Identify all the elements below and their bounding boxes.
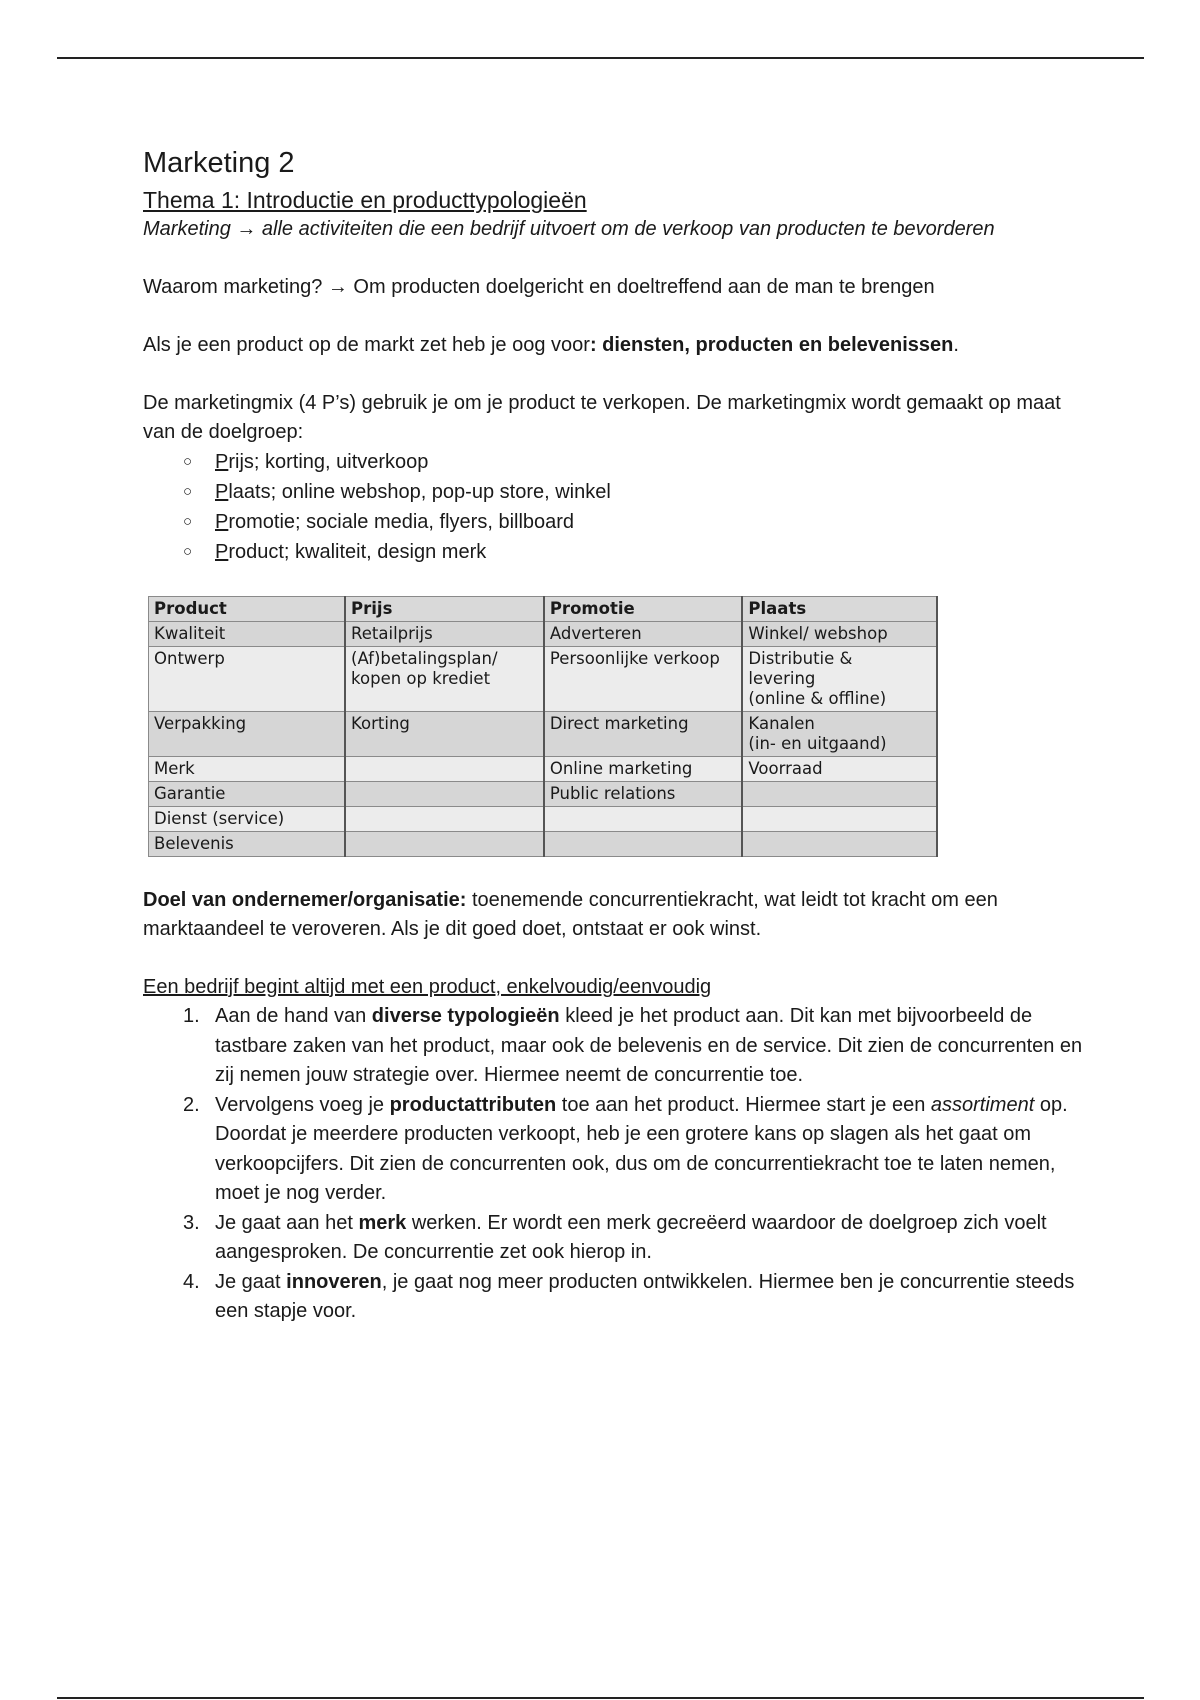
- table-cell: [544, 807, 743, 832]
- column-header: Plaats: [742, 597, 937, 622]
- column-header: Prijs: [345, 597, 544, 622]
- table-cell: Verpakking: [149, 712, 346, 757]
- header-rule: [57, 57, 1144, 59]
- list-item: ○ Promotie; sociale media, flyers, billboard: [183, 507, 1083, 537]
- table-cell: Public relations: [544, 782, 743, 807]
- column-header: Product: [149, 597, 346, 622]
- list-item: 1. Aan de hand van diverse typologieën kleed je het product aan. Dit kan met bijvoorbeeld de tastbare zaken van het product, maar ook de belevenis en de service. Dit zien de concurrenten en zij nemen jouw strategie over. Hiermee neemt de concurrentie toe.: [183, 1005, 1083, 1086]
- table-cell: [742, 832, 937, 857]
- table-cell: [345, 782, 544, 807]
- doel-paragraph: Doel van ondernemer/organisatie: toenemende concurrentiekracht, wat leidt tot kracht om een marktaandeel te veroveren. Als je dit goed doet, ontstaat er ook winst.: [143, 889, 998, 940]
- table-cell: Belevenis: [149, 832, 346, 857]
- table-cell: Korting: [345, 712, 544, 757]
- table-cell: Merk: [149, 757, 346, 782]
- list-item: ○ Plaats; online webshop, pop-up store, winkel: [183, 477, 1083, 507]
- column-header: Promotie: [544, 597, 743, 622]
- table-cell: Retailprijs: [345, 622, 544, 647]
- table-cell: Voorraad: [742, 757, 937, 782]
- table-row: [149, 757, 938, 782]
- steps-list: [143, 1002, 1083, 1327]
- footer-rule: [57, 1697, 1144, 1699]
- table-cell: Kwaliteit: [149, 622, 346, 647]
- table-cell: Persoonlijke verkoop: [544, 647, 743, 712]
- table-cell: Garantie: [149, 782, 346, 807]
- table-row: [149, 647, 938, 712]
- marketingmix-list: [143, 447, 1083, 567]
- table-cell: Direct marketing: [544, 712, 743, 757]
- table-cell: Adverteren: [544, 622, 743, 647]
- table-row: [149, 622, 938, 647]
- list-item: 2. Vervolgens voeg je productattributen toe aan het product. Hiermee start je een assortiment op. Doordat je meerdere producten verkoopt, heb je een grotere kans op slagen als het gaat om verkoopcijfers. Dit zien de concurrenten ook, dus om de concurrentiekracht toe te laten nemen, moet je nog verder.: [183, 1093, 1068, 1204]
- table-row: [149, 807, 938, 832]
- list-item: 4. Je gaat innoveren, je gaat nog meer producten ontwikkelen. Hiermee ben je concurrentie steeds een stapje voor.: [183, 1270, 1075, 1322]
- marketingmix-intro: De marketingmix (4 P’s) gebruik je om je product te verkopen. De marketingmix wordt gemaakt op maat van de doelgroep:: [143, 392, 1061, 443]
- table-cell: [544, 832, 743, 857]
- table-cell: Distributie & levering (online & offline): [742, 647, 937, 712]
- table-cell: [742, 807, 937, 832]
- table-row: [149, 832, 938, 857]
- marketing-definition: Marketing → alle activiteiten die een bedrijf uitvoert om de verkoop van producten te bevorderen: [143, 218, 995, 240]
- table-cell: [742, 782, 937, 807]
- table-cell: [345, 807, 544, 832]
- section-heading: Thema 1: Introductie en producttypologieën: [143, 187, 587, 213]
- bedrijf-heading: Een bedrijf begint altijd met een product, enkelvoudig/eenvoudig: [143, 976, 712, 998]
- table-cell: [345, 757, 544, 782]
- list-item: ○ Prijs; korting, uitverkoop: [183, 447, 1083, 477]
- table-row: [149, 782, 938, 807]
- table-cell: Dienst (service): [149, 807, 346, 832]
- table-header-row: [149, 597, 938, 622]
- table-cell: Winkel/ webshop: [742, 622, 937, 647]
- document-page: [143, 145, 1083, 1327]
- list-item: ○ Product; kwaliteit, design merk: [183, 537, 1083, 567]
- table-cell: Ontwerp: [149, 647, 346, 712]
- table-cell: Online marketing: [544, 757, 743, 782]
- oog-voor-paragraph: Als je een product op de markt zet heb je oog voor: diensten, producten en belevenissen.: [143, 334, 959, 356]
- table-cell: (Af)betalingsplan/ kopen op krediet: [345, 647, 544, 712]
- why-marketing: Waarom marketing? → Om producten doelgericht en doeltreffend aan de man te brengen: [143, 276, 935, 298]
- table-cell: [345, 832, 544, 857]
- marketingmix-table: [148, 596, 938, 857]
- page-title: Marketing 2: [143, 147, 295, 179]
- table-cell: Kanalen (in- en uitgaand): [742, 712, 937, 757]
- list-item: 3. Je gaat aan het merk werken. Er wordt een merk gecreëerd waardoor de doelgroep zich voelt aangesproken. De concurrentie zet ook hierop in.: [183, 1211, 1047, 1263]
- table-row: [149, 712, 938, 757]
